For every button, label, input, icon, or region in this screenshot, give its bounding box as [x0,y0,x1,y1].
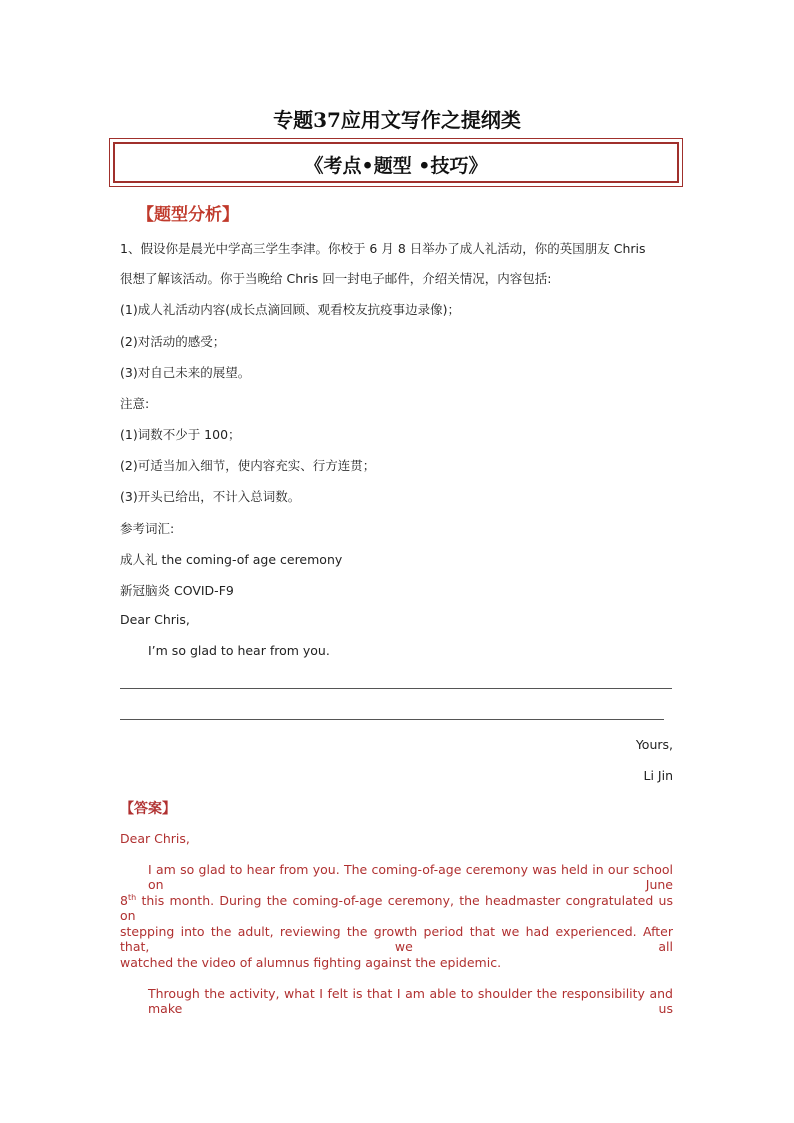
frame-title: 《考点•题型 •技巧》 [304,155,488,177]
question-line-2: 很想了解该活动。你于当晚给 Chris 回一封电子邮件，介绍关情况，内容包括: [120,271,552,286]
letter-signature: Li Jin [643,768,673,783]
question-point-2: (2)对活动的感受； [120,334,226,349]
letter-opening: I’m so glad to hear from you. [148,643,330,658]
letter-greeting: Dear Chris, [120,612,190,627]
title-frame [109,138,683,187]
writing-line-2[interactable] [120,719,664,720]
letter-closing: Yours, [635,737,673,752]
note-2: (2)可适当加入细节，使内容充实、行方连贯； [120,458,376,473]
section-heading-analysis: 【题型分析】 [137,205,239,225]
answer-line-1: I am so glad to hear from you. The coming-of-age ceremony was held in our school on June [148,862,673,892]
answer-line-4: watched the video of alumnus fighting against the epidemic. [120,955,502,970]
question-point-1: (1)成人礼活动内容(成长点滴回顾、观看校友抗疫事边录像)； [120,302,460,317]
section-heading-answer: 【答案】 [120,801,176,817]
answer-greeting: Dear Chris, [120,831,190,846]
answer-day-suffix: th [127,893,137,902]
answer-day: 8 [120,893,128,909]
question-line-1: 1、假设你是晨光中学高三学生李津。你校于 6 月 8 日举办了成人礼活动，你的英国朋友 Chris [120,241,646,256]
vocab-label: 参考词汇: [120,521,175,536]
note-3: (3)开头已给出，不计入总词数。 [120,489,301,504]
notes-label: 注意: [120,396,150,411]
answer-line-2-text: this month. During the coming-of-age ceremony, the headmaster congratulated us on [120,893,673,924]
page-title: 专题37应用文写作之提纲类 [273,108,521,132]
question-point-3: (3)对自己未来的展望。 [120,365,251,380]
writing-line-1[interactable] [120,688,672,689]
answer-line-3: stepping into the adult, reviewing the growth period that we had experienced. After that, we all [120,924,673,954]
vocab-item-2: 新冠脑炎 COVID-F9 [120,583,234,598]
note-1: (1)词数不少于 100； [120,427,241,442]
answer-line-2 [120,893,673,923]
answer-line-5: Through the activity, what I felt is that I am able to shoulder the responsibility and make us [148,986,673,1016]
vocab-item-1: 成人礼 the coming-of age ceremony [120,552,343,567]
